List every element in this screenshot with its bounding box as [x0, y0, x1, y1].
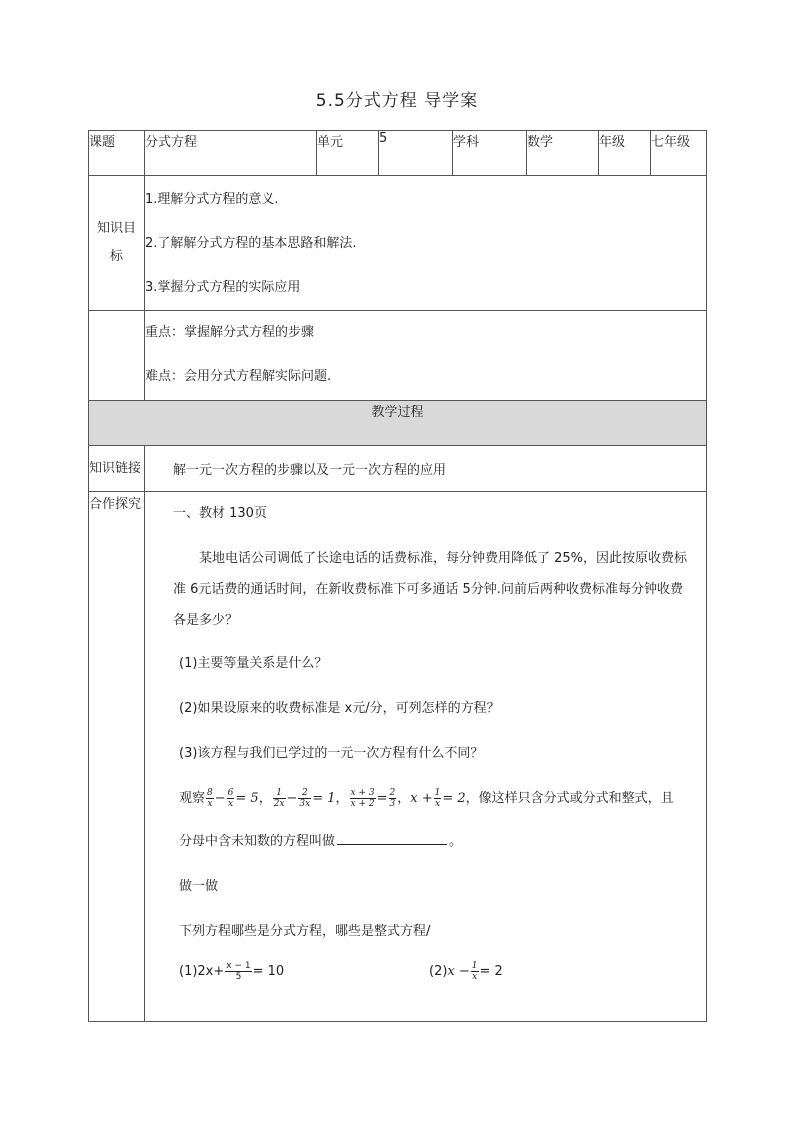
practice-prompt: 下列方程哪些是分式方程，哪些是整式方程/	[179, 924, 431, 939]
question-3: (3)该方程与我们已学过的一元一次方程有什么不同？	[179, 746, 484, 761]
focus-point: 重点：掌握解分式方程的步骤	[145, 325, 315, 340]
goal-item: 3.掌握分式方程的实际应用	[145, 280, 301, 295]
cooperation-content	[145, 492, 707, 1022]
eq2-prefix: (2)	[429, 964, 448, 979]
goal-item: 1.理解分式方程的意义.	[145, 192, 279, 207]
knowledge-link-label: 知识链接	[89, 446, 145, 492]
practice-equation-1: (1)2x+ $\frac{x - 1}{5}$ = 10	[179, 961, 285, 982]
practice-title: 做一做	[179, 879, 219, 894]
equation-c: $\frac{x + 3}{x + 2}$ = $\frac{2}{3}$	[350, 788, 396, 809]
answer-blank[interactable]	[337, 830, 447, 845]
cooperation-label: 合作探究	[89, 492, 145, 1022]
cooperation-row	[89, 492, 707, 1022]
unit-label: 单元	[317, 131, 379, 176]
observe-suffix: ，像这样只含分式或分式和整式，且	[465, 791, 674, 806]
eq2-suffix: = 2	[479, 964, 503, 979]
topic-value: 分式方程	[145, 131, 317, 176]
lesson-table	[88, 130, 707, 1022]
question-1: (1)主要等量关系是什么？	[179, 656, 328, 671]
practice-equations	[179, 961, 692, 982]
subject-label: 学科	[453, 131, 527, 176]
eq1-prefix: (1)2x+	[179, 964, 225, 979]
knowledge-goals-label: 知识目标	[89, 176, 145, 311]
unit-value: 5	[379, 131, 453, 176]
observe-prefix: 观察	[179, 791, 206, 806]
knowledge-goals-row	[89, 176, 707, 311]
equation-b: $\frac{1}{2x}$ − $\frac{2}{3x}$ = 1	[273, 788, 336, 809]
observe-line: 观察 $\frac{8}{x}$ − $\frac{6}{x}$ = 5， $\frac{1}{2x}$ − $\frac{2}{3x}$ = 1， $\frac{x + 3}{x + 2}$ = $\frac{2}{3}$ ，x + $\frac{1}{x}$ = 2，像这样只含分式或分式和整式，且	[179, 788, 674, 809]
knowledge-link-text: 解一元一次方程的步骤以及一元一次方程的应用	[145, 446, 707, 492]
practice-equation-2: (2)x − $\frac{1}{x}$ = 2	[429, 961, 503, 982]
equation-a: $\frac{8}{x}$ − $\frac{6}{x}$ = 5	[207, 788, 259, 809]
knowledge-link-row	[89, 446, 707, 492]
key-points-label	[89, 311, 145, 401]
goal-item: 2.了解解分式方程的基本思路和解法.	[145, 236, 357, 251]
topic-label: 课题	[89, 131, 145, 176]
knowledge-goals-content	[145, 176, 707, 311]
definition-prefix: 分母中含未知数的方程叫做	[179, 834, 336, 849]
definition-suffix: 。	[449, 834, 463, 849]
grade-label: 年级	[599, 131, 651, 176]
subject-value: 数学	[527, 131, 599, 176]
question-2: (2)如果设原来的收费标准是 x元/分，可列怎样的方程？	[179, 701, 500, 716]
key-points-row	[89, 311, 707, 401]
equation-d: x + $\frac{1}{x}$ = 2	[410, 788, 466, 809]
section-title: 一、教材 130页	[173, 506, 267, 521]
eq1-suffix: = 10	[252, 964, 285, 979]
header-row	[89, 131, 707, 176]
grade-value: 七年级	[651, 131, 707, 176]
problem-text: 某地电话公司调低了长途电话的话费标准，每分钟费用降低了 25%，因此按原收费标准 6元话费的通话时间，在新收费标准下可多通话 5分钟.问前后两种收费标准每分钟收费各是多少？	[173, 551, 688, 628]
page-title: 5.5分式方程 导学案	[315, 91, 479, 111]
key-points-content	[145, 311, 707, 401]
definition-line	[179, 826, 692, 857]
difficulty-point: 难点：会用分式方程解实际问题.	[145, 369, 332, 384]
process-header: 教学过程	[89, 401, 707, 446]
process-header-row	[89, 401, 707, 446]
